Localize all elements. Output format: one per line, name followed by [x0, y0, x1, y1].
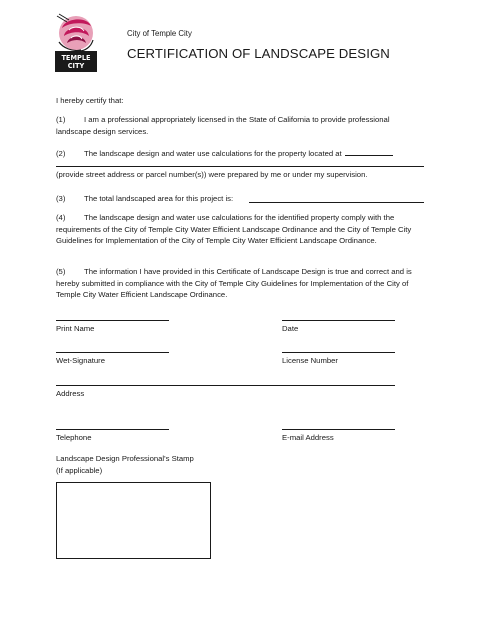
statement-text: The landscape design and water use calculations for the property located at: [84, 149, 342, 158]
statement-2-continued: (provide street address or parcel number(s)) were prepared by me or under my supervision.: [56, 170, 368, 179]
statement-number: (3): [56, 194, 66, 203]
license-line[interactable]: [282, 352, 395, 353]
statement-text: The total landscaped area for this project is:: [84, 194, 234, 203]
logo-text-line1: TEMPLE: [61, 54, 91, 62]
email-line[interactable]: [282, 429, 395, 430]
address-label: Address: [56, 389, 85, 398]
telephone-label: Telephone: [56, 433, 92, 442]
logo-text-line2: CITY: [67, 62, 85, 70]
license-label: License Number: [282, 356, 338, 365]
street-address-blank[interactable]: [345, 148, 393, 156]
temple-city-logo: [55, 12, 97, 72]
logo-wordmark: [55, 51, 97, 72]
date-line[interactable]: [282, 320, 395, 321]
statement-number: (2): [56, 149, 66, 158]
print-name-line[interactable]: [56, 320, 169, 321]
statement-number: (4): [56, 213, 66, 222]
telephone-line[interactable]: [56, 429, 169, 430]
statement-text: The information I have provided in this Certificate of Landscape Design is true and correct and is hereby submitted in compliance with the City of Temple City Guidelines for Implementation of the City of Temple City Water Efficient Landscape Ordinance.: [56, 267, 412, 300]
print-name-label: Print Name: [56, 324, 95, 333]
statement-text: I am a professional appropriately licensed in the State of California to provide professional landscape design services.: [56, 115, 390, 136]
intro-text: I hereby certify that:: [56, 96, 124, 105]
statement-number: (5): [56, 267, 66, 276]
statement-text: The landscape design and water use calculations for the identified property comply with the requirements of the City of Temple City Water Efficient Landscape Ordinance and the City of Temple City Guidelines for Implementation of the City of Temple City Water Efficient Landscape Ordinance.: [56, 213, 412, 246]
statement-5: [56, 266, 426, 301]
statement-4: [56, 212, 426, 247]
page-title: CERTIFICATION OF LANDSCAPE DESIGN: [127, 46, 390, 61]
statement-2: [56, 148, 426, 160]
signature-label: Wet-Signature: [56, 356, 105, 365]
address-field-line[interactable]: [56, 385, 395, 386]
email-label: E-mail Address: [282, 433, 334, 442]
date-label: Date: [282, 324, 299, 333]
statement-1: [56, 114, 426, 137]
address-line[interactable]: [56, 166, 424, 167]
stamp-label: Landscape Design Professional's Stamp: [56, 454, 194, 463]
stamp-note: (If applicable): [56, 466, 103, 475]
rose-emblem-icon: [55, 12, 97, 52]
landscaped-area-line[interactable]: [249, 202, 424, 203]
organization-name: City of Temple City: [127, 29, 192, 38]
statement-number: (1): [56, 115, 66, 124]
signature-line[interactable]: [56, 352, 169, 353]
stamp-box[interactable]: [56, 482, 211, 559]
